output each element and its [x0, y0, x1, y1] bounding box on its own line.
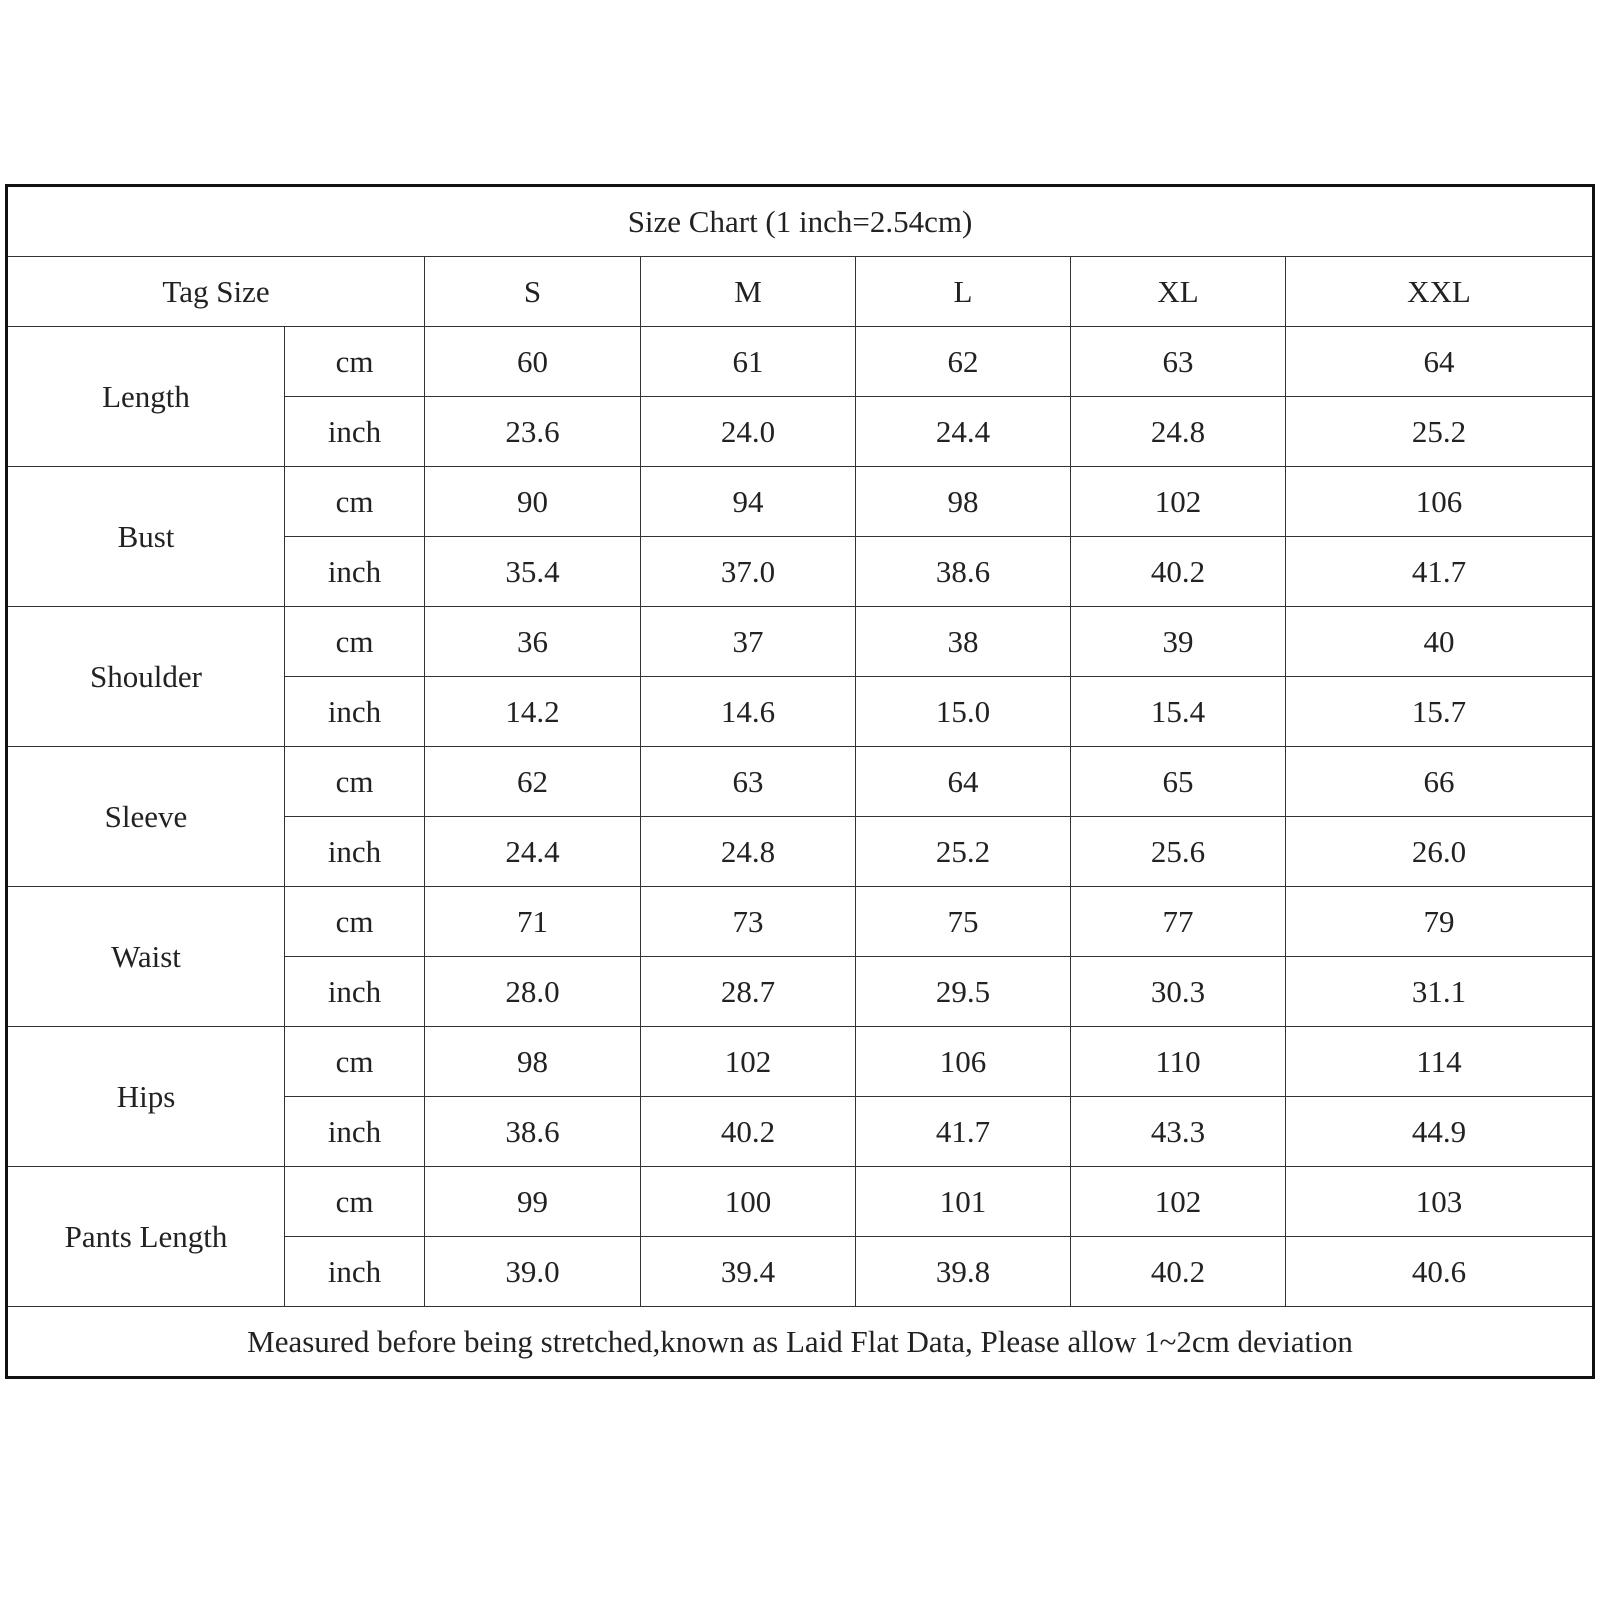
table-row — [7, 1167, 1594, 1237]
value-cell: 103 — [1286, 1167, 1594, 1237]
value-cell: 28.0 — [425, 957, 641, 1027]
value-cell: 40.6 — [1286, 1237, 1594, 1307]
value-cell: 25.2 — [856, 817, 1071, 887]
measurement-label: Pants Length — [7, 1167, 285, 1307]
value-cell: 40.2 — [1071, 1237, 1286, 1307]
size-header: S — [425, 257, 641, 327]
footer-note: Measured before being stretched,known as Laid Flat Data, Please allow 1~2cm deviation — [7, 1307, 1594, 1378]
value-cell: 40.2 — [641, 1097, 856, 1167]
unit-label: cm — [285, 1167, 425, 1237]
value-cell: 28.7 — [641, 957, 856, 1027]
unit-label: inch — [285, 677, 425, 747]
value-cell: 100 — [641, 1167, 856, 1237]
value-cell: 98 — [856, 467, 1071, 537]
header-row — [7, 257, 1594, 327]
value-cell: 65 — [1071, 747, 1286, 817]
value-cell: 102 — [1071, 467, 1286, 537]
value-cell: 39.4 — [641, 1237, 856, 1307]
value-cell: 61 — [641, 327, 856, 397]
value-cell: 63 — [641, 747, 856, 817]
unit-label: cm — [285, 327, 425, 397]
unit-label: inch — [285, 537, 425, 607]
footer-row — [7, 1307, 1594, 1378]
value-cell: 30.3 — [1071, 957, 1286, 1027]
size-chart-table — [5, 184, 1595, 1379]
value-cell: 44.9 — [1286, 1097, 1594, 1167]
value-cell: 66 — [1286, 747, 1594, 817]
value-cell: 114 — [1286, 1027, 1594, 1097]
value-cell: 23.6 — [425, 397, 641, 467]
unit-label: inch — [285, 1237, 425, 1307]
value-cell: 62 — [425, 747, 641, 817]
value-cell: 24.8 — [641, 817, 856, 887]
table-row — [7, 887, 1594, 957]
value-cell: 41.7 — [856, 1097, 1071, 1167]
value-cell: 101 — [856, 1167, 1071, 1237]
value-cell: 14.2 — [425, 677, 641, 747]
value-cell: 24.4 — [425, 817, 641, 887]
unit-label: inch — [285, 1097, 425, 1167]
value-cell: 102 — [1071, 1167, 1286, 1237]
value-cell: 75 — [856, 887, 1071, 957]
value-cell: 99 — [425, 1167, 641, 1237]
unit-label: cm — [285, 747, 425, 817]
value-cell: 26.0 — [1286, 817, 1594, 887]
value-cell: 39.8 — [856, 1237, 1071, 1307]
value-cell: 39 — [1071, 607, 1286, 677]
unit-label: cm — [285, 467, 425, 537]
measurement-label: Shoulder — [7, 607, 285, 747]
value-cell: 94 — [641, 467, 856, 537]
size-header: XXL — [1286, 257, 1594, 327]
value-cell: 64 — [1286, 327, 1594, 397]
table-row — [7, 327, 1594, 397]
tag-size-header: Tag Size — [7, 257, 425, 327]
value-cell: 15.7 — [1286, 677, 1594, 747]
unit-label: cm — [285, 887, 425, 957]
value-cell: 98 — [425, 1027, 641, 1097]
value-cell: 106 — [1286, 467, 1594, 537]
value-cell: 37 — [641, 607, 856, 677]
value-cell: 15.4 — [1071, 677, 1286, 747]
table-row — [7, 1027, 1594, 1097]
size-header: L — [856, 257, 1071, 327]
table-row — [7, 467, 1594, 537]
value-cell: 35.4 — [425, 537, 641, 607]
measurement-label: Bust — [7, 467, 285, 607]
value-cell: 90 — [425, 467, 641, 537]
measurement-label: Length — [7, 327, 285, 467]
size-header: XL — [1071, 257, 1286, 327]
unit-label: cm — [285, 1027, 425, 1097]
value-cell: 62 — [856, 327, 1071, 397]
value-cell: 41.7 — [1286, 537, 1594, 607]
value-cell: 31.1 — [1286, 957, 1594, 1027]
value-cell: 38.6 — [856, 537, 1071, 607]
value-cell: 36 — [425, 607, 641, 677]
chart-title: Size Chart (1 inch=2.54cm) — [7, 186, 1594, 257]
value-cell: 43.3 — [1071, 1097, 1286, 1167]
value-cell: 40 — [1286, 607, 1594, 677]
unit-label: inch — [285, 397, 425, 467]
value-cell: 60 — [425, 327, 641, 397]
table-row — [7, 747, 1594, 817]
value-cell: 14.6 — [641, 677, 856, 747]
table-row — [7, 607, 1594, 677]
value-cell: 40.2 — [1071, 537, 1286, 607]
value-cell: 102 — [641, 1027, 856, 1097]
value-cell: 24.0 — [641, 397, 856, 467]
value-cell: 24.4 — [856, 397, 1071, 467]
value-cell: 73 — [641, 887, 856, 957]
measurement-label: Sleeve — [7, 747, 285, 887]
value-cell: 79 — [1286, 887, 1594, 957]
value-cell: 25.2 — [1286, 397, 1594, 467]
value-cell: 29.5 — [856, 957, 1071, 1027]
value-cell: 24.8 — [1071, 397, 1286, 467]
value-cell: 110 — [1071, 1027, 1286, 1097]
value-cell: 38 — [856, 607, 1071, 677]
measurement-label: Hips — [7, 1027, 285, 1167]
value-cell: 71 — [425, 887, 641, 957]
value-cell: 63 — [1071, 327, 1286, 397]
value-cell: 38.6 — [425, 1097, 641, 1167]
value-cell: 39.0 — [425, 1237, 641, 1307]
size-header: M — [641, 257, 856, 327]
value-cell: 25.6 — [1071, 817, 1286, 887]
value-cell: 106 — [856, 1027, 1071, 1097]
unit-label: inch — [285, 957, 425, 1027]
value-cell: 15.0 — [856, 677, 1071, 747]
value-cell: 77 — [1071, 887, 1286, 957]
unit-label: cm — [285, 607, 425, 677]
unit-label: inch — [285, 817, 425, 887]
value-cell: 37.0 — [641, 537, 856, 607]
value-cell: 64 — [856, 747, 1071, 817]
measurement-label: Waist — [7, 887, 285, 1027]
